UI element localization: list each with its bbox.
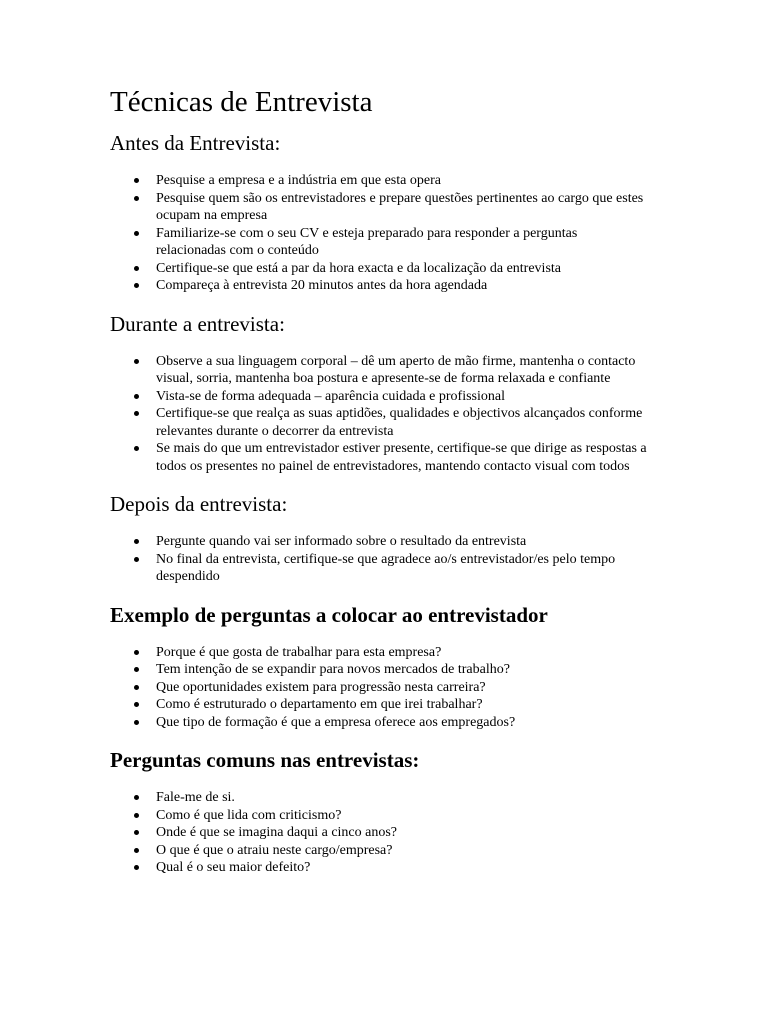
list-item: Como é estruturado o departamento em que irei trabalhar? bbox=[110, 696, 648, 714]
list-item: Pesquise quem são os entrevistadores e prepare questões pertinentes ao cargo que estes ocupam na empresa bbox=[110, 190, 648, 225]
list-item: Onde é que se imagina daqui a cinco anos? bbox=[110, 824, 648, 842]
list-item: Qual é o seu maior defeito? bbox=[110, 859, 648, 877]
section-depois bbox=[110, 491, 648, 586]
section-durante bbox=[110, 311, 648, 476]
list-item: Que tipo de formação é que a empresa oferece aos empregados? bbox=[110, 714, 648, 732]
list-item: Fale-me de si. bbox=[110, 789, 648, 807]
section-heading-durante: Durante a entrevista: bbox=[110, 311, 285, 336]
list-item: Certifique-se que realça as suas aptidões, qualidades e objectivos alcançados conforme relevantes durante o decorrer da entrevista bbox=[110, 405, 648, 440]
list-item: Observe a sua linguagem corporal – dê um aperto de mão firme, mantenha o contacto visual, sorria, mantenha boa postura e apresente-se de forma relaxada e confiante bbox=[110, 353, 648, 388]
section-heading-depois: Depois da entrevista: bbox=[110, 492, 288, 516]
list-item: Compareça à entrevista 20 minutos antes da hora agendada bbox=[110, 277, 648, 295]
list-item: Se mais do que um entrevistador estiver presente, certifique-se que dirige as respostas a todos os presentes no painel de entrevistadores, mantendo contacto visual com todos bbox=[110, 440, 648, 475]
section-heading-perguntas-comuns: Perguntas comuns nas entrevistas: bbox=[110, 748, 420, 772]
list-item: O que é que o atraiu neste cargo/empresa? bbox=[110, 842, 648, 860]
list-item: Que oportunidades existem para progressão nesta carreira? bbox=[110, 679, 648, 697]
list-item: Como é que lida com criticismo? bbox=[110, 807, 648, 825]
list-item: Pergunte quando vai ser informado sobre o resultado da entrevista bbox=[110, 533, 648, 551]
bullet-list-perguntas-comuns bbox=[110, 789, 648, 877]
bullet-list-depois bbox=[110, 533, 648, 586]
bullet-list-antes bbox=[110, 172, 648, 295]
section-heading-antes: Antes da Entrevista: bbox=[110, 131, 281, 155]
bullet-list-durante bbox=[110, 353, 648, 476]
section-exemplo-perguntas bbox=[110, 602, 648, 732]
section-antes bbox=[110, 130, 648, 295]
bullet-list-exemplo-perguntas bbox=[110, 644, 648, 732]
list-item: Vista-se de forma adequada – aparência cuidada e profissional bbox=[110, 388, 648, 406]
list-item: Pesquise a empresa e a indústria em que esta opera bbox=[110, 172, 648, 190]
list-item: Tem intenção de se expandir para novos mercados de trabalho? bbox=[110, 661, 648, 679]
list-item: Porque é que gosta de trabalhar para esta empresa? bbox=[110, 644, 648, 662]
list-item: Familiarize-se com o seu CV e esteja preparado para responder a perguntas relacionadas com o conteúdo bbox=[110, 225, 648, 260]
list-item: No final da entrevista, certifique-se que agradece ao/s entrevistador/es pelo tempo despendido bbox=[110, 551, 648, 586]
list-item: Certifique-se que está a par da hora exacta e da localização da entrevista bbox=[110, 260, 648, 278]
page-title: Técnicas de Entrevista bbox=[110, 86, 373, 118]
section-perguntas-comuns bbox=[110, 747, 648, 877]
section-heading-exemplo-perguntas: Exemplo de perguntas a colocar ao entrevistador bbox=[110, 602, 548, 627]
